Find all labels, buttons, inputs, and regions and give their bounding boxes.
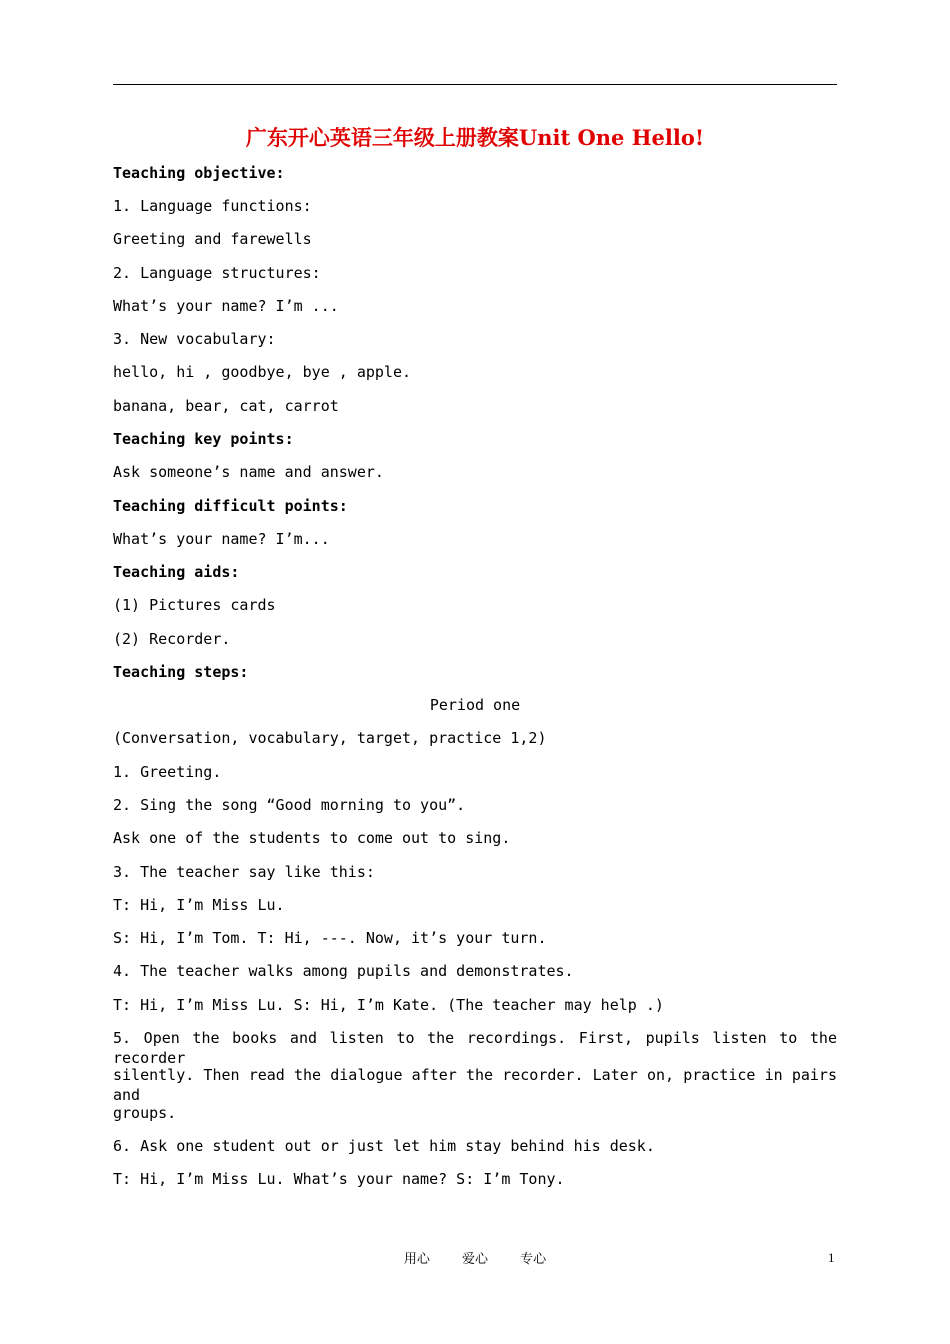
text-line: (1) Pictures cards <box>113 596 276 614</box>
page-number: 1 <box>828 1250 835 1265</box>
heading-teaching-steps: Teaching steps: <box>113 663 249 681</box>
heading-difficult-points: Teaching difficult points: <box>113 497 348 515</box>
text-line: hello, hi , goodbye, bye , apple. <box>113 363 412 381</box>
text-line: Ask someone’s name and answer. <box>113 463 384 481</box>
text-line: 4. The teacher walks among pupils and demonstrates. <box>113 962 574 980</box>
text-line: (Conversation, vocabulary, target, practice 1,2) <box>113 729 547 747</box>
heading-key-points: Teaching key points: <box>113 430 294 448</box>
text-line: 1. Greeting. <box>113 763 222 781</box>
text-line: T: Hi, I’m Miss Lu. What’s your name? S: I’m Tony. <box>113 1170 565 1188</box>
text-line: silently. Then read the dialogue after the recorder. Later on, practice in pairs and <box>113 1066 837 1104</box>
heading-teaching-aids: Teaching aids: <box>113 563 240 581</box>
text-line: Greeting and farewells <box>113 230 312 248</box>
text-line: Ask one of the students to come out to sing. <box>113 829 511 847</box>
text-line: T: Hi, I’m Miss Lu. <box>113 896 285 914</box>
text-line: S: Hi, I’m Tom. T: Hi, ---. Now, it’s your turn. <box>113 929 547 947</box>
text-line: 3. New vocabulary: <box>113 330 276 348</box>
header-rule <box>113 84 837 85</box>
text-line: 6. Ask one student out or just let him stay behind his desk. <box>113 1137 655 1155</box>
page-footer <box>0 1248 950 1267</box>
footer-item: 爱心 <box>461 1252 488 1267</box>
period-heading: Period one <box>429 696 521 714</box>
text-line: banana, bear, cat, carrot <box>113 397 339 415</box>
footer-item: 用心 <box>403 1252 430 1267</box>
text-line: 2. Sing the song “Good morning to you”. <box>113 796 466 814</box>
text-line: (2) Recorder. <box>113 630 231 648</box>
text-line: What’s your name? I’m... <box>113 530 330 548</box>
text-line: groups. <box>113 1104 177 1122</box>
heading-teaching-objective: Teaching objective: <box>113 164 285 182</box>
text-line: What’s your name? I’m ... <box>113 297 339 315</box>
text-line: 3. The teacher say like this: <box>113 863 375 881</box>
text-line: 1. Language functions: <box>113 197 312 215</box>
document-title: 广东开心英语三年级上册教案Unit One Hello! <box>245 125 705 150</box>
text-line: 2. Language structures: <box>113 264 321 282</box>
text-line: T: Hi, I’m Miss Lu. S: Hi, I’m Kate. (The teacher may help .) <box>113 996 664 1014</box>
footer-item: 专心 <box>520 1252 547 1267</box>
text-line: 5. Open the books and listen to the recordings. First, pupils listen to the recorder <box>113 1029 837 1067</box>
